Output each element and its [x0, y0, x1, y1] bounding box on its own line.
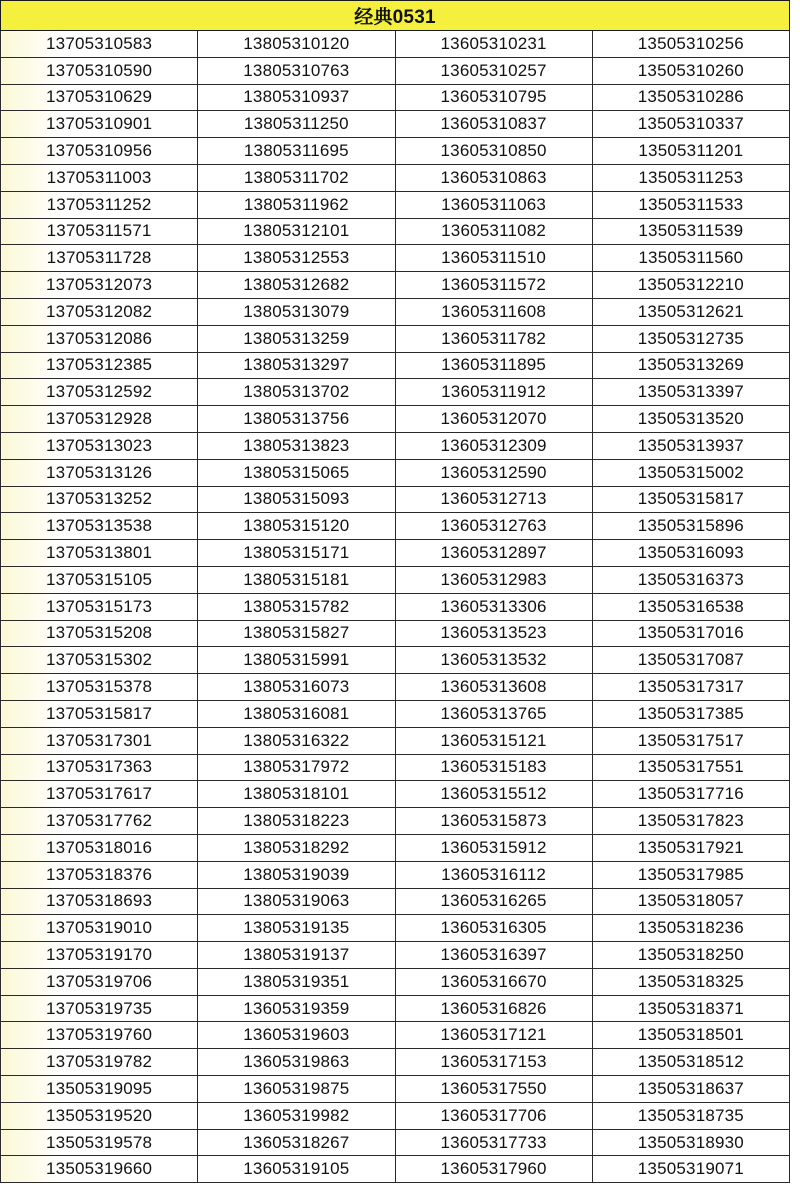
phone-number-cell: 13605316670 [395, 968, 592, 995]
table-body [1, 1, 790, 1183]
table-row [1, 674, 790, 701]
phone-number-cell: 13805315093 [198, 486, 395, 513]
phone-number-cell: 13605310795 [395, 84, 592, 111]
phone-number-cell: 13805319063 [198, 888, 395, 915]
phone-number-cell: 13505315002 [592, 459, 789, 486]
table-row [1, 808, 790, 835]
table-row [1, 888, 790, 915]
phone-number-cell: 13605315912 [395, 834, 592, 861]
phone-number-cell: 13605313608 [395, 674, 592, 701]
phone-number-cell: 13805315065 [198, 459, 395, 486]
phone-number-cell: 13505316538 [592, 593, 789, 620]
phone-number-cell: 13805313823 [198, 432, 395, 459]
table-row [1, 406, 790, 433]
phone-number-cell: 13505315817 [592, 486, 789, 513]
table-row [1, 1049, 790, 1076]
phone-number-cell: 13605319105 [198, 1156, 395, 1183]
phone-number-cell: 13805313756 [198, 406, 395, 433]
phone-number-cell: 13505312735 [592, 325, 789, 352]
phone-number-cell: 13605317121 [395, 1022, 592, 1049]
table-row [1, 325, 790, 352]
phone-number-cell: 13805318223 [198, 808, 395, 835]
phone-number-cell: 13805311962 [198, 191, 395, 218]
phone-number-cell: 13505317087 [592, 647, 789, 674]
table-row [1, 191, 790, 218]
phone-number-cell: 13605318267 [198, 1129, 395, 1156]
phone-number-cell: 13705317301 [1, 727, 198, 754]
phone-number-cell: 13705318016 [1, 834, 198, 861]
table-row [1, 1076, 790, 1103]
table-row [1, 593, 790, 620]
phone-number-cell: 13705315817 [1, 700, 198, 727]
phone-number-cell: 13505310337 [592, 111, 789, 138]
phone-number-cell: 13605319359 [198, 995, 395, 1022]
table-row [1, 352, 790, 379]
phone-number-cell: 13805315782 [198, 593, 395, 620]
phone-number-cell: 13505318371 [592, 995, 789, 1022]
phone-number-cell: 13705313252 [1, 486, 198, 513]
phone-number-cell: 13605312070 [395, 406, 592, 433]
table-row [1, 486, 790, 513]
phone-number-cell: 13705319010 [1, 915, 198, 942]
phone-number-cell: 13705315378 [1, 674, 198, 701]
phone-number-cell: 13805310937 [198, 84, 395, 111]
table-title: 经典0531 [1, 1, 790, 31]
phone-number-cell: 13705315105 [1, 566, 198, 593]
phone-number-cell: 13605319875 [198, 1076, 395, 1103]
phone-number-cell: 13605315183 [395, 754, 592, 781]
phone-number-cell: 13705310590 [1, 57, 198, 84]
phone-number-cell: 13805315171 [198, 540, 395, 567]
table-row [1, 1129, 790, 1156]
phone-number-cell: 13505319578 [1, 1129, 198, 1156]
phone-number-cell: 13505313397 [592, 379, 789, 406]
phone-number-cell: 13505312621 [592, 298, 789, 325]
table-row [1, 31, 790, 58]
phone-number-cell: 13705318376 [1, 861, 198, 888]
phone-number-cell: 13605311912 [395, 379, 592, 406]
phone-number-cell: 13605316265 [395, 888, 592, 915]
phone-number-cell: 13705319760 [1, 1022, 198, 1049]
phone-number-cell: 13805315991 [198, 647, 395, 674]
phone-number-cell: 13505310286 [592, 84, 789, 111]
table-row [1, 459, 790, 486]
phone-number-cell: 13505317551 [592, 754, 789, 781]
table-row [1, 942, 790, 969]
table-row [1, 754, 790, 781]
phone-number-cell: 13805319351 [198, 968, 395, 995]
phone-number-cell: 13505318637 [592, 1076, 789, 1103]
phone-number-cell: 13505311253 [592, 164, 789, 191]
phone-number-cell: 13605311895 [395, 352, 592, 379]
phone-number-cell: 13705319170 [1, 942, 198, 969]
table-row [1, 1102, 790, 1129]
table-row [1, 138, 790, 165]
phone-number-cell: 13505318236 [592, 915, 789, 942]
phone-number-cell: 13505311201 [592, 138, 789, 165]
phone-number-cell: 13805317972 [198, 754, 395, 781]
phone-number-cell: 13505312210 [592, 272, 789, 299]
phone-number-cell: 13505313937 [592, 432, 789, 459]
phone-number-cell: 13505317016 [592, 620, 789, 647]
phone-number-cell: 13605312897 [395, 540, 592, 567]
phone-number-cell: 13705311728 [1, 245, 198, 272]
phone-number-cell: 13805316081 [198, 700, 395, 727]
phone-number-cell: 13605312763 [395, 513, 592, 540]
phone-number-cell: 13705313538 [1, 513, 198, 540]
table-row [1, 84, 790, 111]
phone-number-cell: 13605319982 [198, 1102, 395, 1129]
phone-number-cell: 13605315121 [395, 727, 592, 754]
phone-number-cell: 13705319706 [1, 968, 198, 995]
phone-number-cell: 13605317733 [395, 1129, 592, 1156]
phone-number-cell: 13505317385 [592, 700, 789, 727]
phone-number-cell: 13805311695 [198, 138, 395, 165]
table-row [1, 540, 790, 567]
phone-number-cell: 13705310901 [1, 111, 198, 138]
phone-number-cell: 13705310583 [1, 31, 198, 58]
phone-number-cell: 13805311250 [198, 111, 395, 138]
table-row [1, 834, 790, 861]
phone-number-cell: 13705317762 [1, 808, 198, 835]
table-row [1, 727, 790, 754]
phone-number-cell: 13805316073 [198, 674, 395, 701]
phone-number-cell: 13505317517 [592, 727, 789, 754]
phone-number-cell: 13605316112 [395, 861, 592, 888]
phone-number-cell: 13505313269 [592, 352, 789, 379]
phone-number-cell: 13705313801 [1, 540, 198, 567]
table-row [1, 379, 790, 406]
phone-number-cell: 13805313259 [198, 325, 395, 352]
phone-number-cell: 13505318512 [592, 1049, 789, 1076]
phone-number-cell: 13505311539 [592, 218, 789, 245]
phone-number-cell: 13605311572 [395, 272, 592, 299]
phone-number-cell: 13705312073 [1, 272, 198, 299]
phone-number-cell: 13505310260 [592, 57, 789, 84]
phone-number-cell: 13705315173 [1, 593, 198, 620]
table-row [1, 272, 790, 299]
phone-number-cell: 13705313023 [1, 432, 198, 459]
phone-number-cell: 13505311533 [592, 191, 789, 218]
phone-number-cell: 13805315120 [198, 513, 395, 540]
phone-number-cell: 13505317716 [592, 781, 789, 808]
table-row [1, 915, 790, 942]
phone-number-cell: 13705319782 [1, 1049, 198, 1076]
phone-number-cell: 13505319071 [592, 1156, 789, 1183]
table-row [1, 513, 790, 540]
phone-number-cell: 13605310257 [395, 57, 592, 84]
phone-number-cell: 13705317363 [1, 754, 198, 781]
phone-number-cell: 13605316305 [395, 915, 592, 942]
phone-number-cell: 13705312385 [1, 352, 198, 379]
phone-number-cell: 13505311560 [592, 245, 789, 272]
phone-number-cell: 13805310120 [198, 31, 395, 58]
phone-number-cell: 13705319735 [1, 995, 198, 1022]
phone-number-cell: 13605312590 [395, 459, 592, 486]
phone-number-cell: 13505310256 [592, 31, 789, 58]
phone-number-cell: 13705312086 [1, 325, 198, 352]
phone-number-cell: 13605311608 [395, 298, 592, 325]
phone-number-cell: 13505315896 [592, 513, 789, 540]
phone-number-cell: 13505317921 [592, 834, 789, 861]
phone-number-cell: 13805312101 [198, 218, 395, 245]
table-row [1, 298, 790, 325]
phone-number-cell: 13705311252 [1, 191, 198, 218]
phone-number-cell: 13505318930 [592, 1129, 789, 1156]
title-row [1, 1, 790, 31]
phone-number-cell: 13505318250 [592, 942, 789, 969]
phone-number-cell: 13605310837 [395, 111, 592, 138]
phone-number-cell: 13605313765 [395, 700, 592, 727]
phone-number-cell: 13505316373 [592, 566, 789, 593]
phone-number-cell: 13505318057 [592, 888, 789, 915]
phone-number-cell: 13705317617 [1, 781, 198, 808]
phone-number-cell: 13805318292 [198, 834, 395, 861]
phone-number-cell: 13605317706 [395, 1102, 592, 1129]
phone-number-cell: 13605319603 [198, 1022, 395, 1049]
table-row [1, 1156, 790, 1183]
phone-number-cell: 13605311510 [395, 245, 592, 272]
phone-number-cell: 13605311082 [395, 218, 592, 245]
phone-number-cell: 13805315827 [198, 620, 395, 647]
phone-number-cell: 13605316826 [395, 995, 592, 1022]
phone-number-cell: 13705318693 [1, 888, 198, 915]
phone-number-cell: 13605312309 [395, 432, 592, 459]
phone-number-cell: 13605317153 [395, 1049, 592, 1076]
phone-number-cell: 13805318101 [198, 781, 395, 808]
phone-number-cell: 13505316093 [592, 540, 789, 567]
phone-number-cell: 13505319660 [1, 1156, 198, 1183]
phone-number-cell: 13605317550 [395, 1076, 592, 1103]
phone-number-cell: 13605312713 [395, 486, 592, 513]
phone-number-cell: 13605310850 [395, 138, 592, 165]
phone-number-cell: 13705312592 [1, 379, 198, 406]
phone-number-cell: 13605310231 [395, 31, 592, 58]
phone-number-cell: 13505319095 [1, 1076, 198, 1103]
phone-number-cell: 13505317823 [592, 808, 789, 835]
phone-number-cell: 13605315512 [395, 781, 592, 808]
phone-number-cell: 13705312928 [1, 406, 198, 433]
phone-number-cell: 13605317960 [395, 1156, 592, 1183]
phone-number-cell: 13505319520 [1, 1102, 198, 1129]
table-row [1, 700, 790, 727]
phone-number-cell: 13605313306 [395, 593, 592, 620]
phone-number-cell: 13605311063 [395, 191, 592, 218]
phone-number-cell: 13505317317 [592, 674, 789, 701]
phone-number-cell: 13505318501 [592, 1022, 789, 1049]
table-row [1, 620, 790, 647]
table-row [1, 245, 790, 272]
phone-number-cell: 13805315181 [198, 566, 395, 593]
phone-number-cell: 13505313520 [592, 406, 789, 433]
phone-number-cell: 13605319863 [198, 1049, 395, 1076]
table-row [1, 57, 790, 84]
phone-number-cell: 13705310956 [1, 138, 198, 165]
phone-number-cell: 13805313702 [198, 379, 395, 406]
phone-number-cell: 13805319135 [198, 915, 395, 942]
table-row [1, 781, 790, 808]
phone-number-cell: 13805311702 [198, 164, 395, 191]
phone-number-cell: 13605315873 [395, 808, 592, 835]
table-row [1, 218, 790, 245]
phone-number-cell: 13705313126 [1, 459, 198, 486]
table-row [1, 1022, 790, 1049]
phone-number-cell: 13605313532 [395, 647, 592, 674]
phone-number-cell: 13505318735 [592, 1102, 789, 1129]
phone-number-cell: 13805312682 [198, 272, 395, 299]
phone-number-cell: 13605316397 [395, 942, 592, 969]
phone-number-cell: 13805313079 [198, 298, 395, 325]
phone-number-cell: 13605312983 [395, 566, 592, 593]
phone-number-cell: 13605313523 [395, 620, 592, 647]
bottom-margin [0, 1191, 800, 1199]
table-row [1, 432, 790, 459]
table-row [1, 111, 790, 138]
table-row [1, 995, 790, 1022]
table-row [1, 164, 790, 191]
table-row [1, 647, 790, 674]
phone-number-cell: 13705312082 [1, 298, 198, 325]
phone-number-cell: 13805319137 [198, 942, 395, 969]
table-row [1, 566, 790, 593]
phone-number-cell: 13805319039 [198, 861, 395, 888]
phone-number-cell: 13705310629 [1, 84, 198, 111]
phone-number-cell: 13505317985 [592, 861, 789, 888]
phone-number-cell: 13705311571 [1, 218, 198, 245]
phone-number-cell: 13705315302 [1, 647, 198, 674]
phone-number-cell: 13705315208 [1, 620, 198, 647]
phone-number-cell: 13805310763 [198, 57, 395, 84]
phone-number-cell: 13805316322 [198, 727, 395, 754]
phone-number-cell: 13605311782 [395, 325, 592, 352]
table-row [1, 968, 790, 995]
phone-number-cell: 13805312553 [198, 245, 395, 272]
phone-number-cell: 13805313297 [198, 352, 395, 379]
phone-number-cell: 13505318325 [592, 968, 789, 995]
table-row [1, 861, 790, 888]
phone-number-cell: 13605310863 [395, 164, 592, 191]
phone-number-cell: 13705311003 [1, 164, 198, 191]
